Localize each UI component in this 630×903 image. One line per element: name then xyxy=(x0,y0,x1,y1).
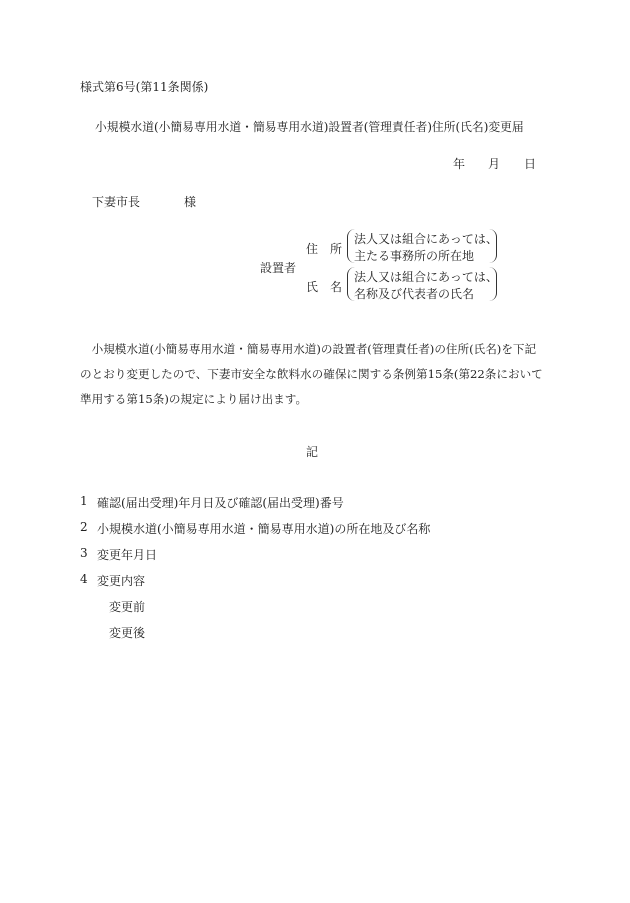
address-note-bracket xyxy=(347,229,497,263)
addressee-name: 下妻市長 xyxy=(92,195,141,209)
body-line-3: 準用する第15条)の規定により届け出ます。 xyxy=(80,392,308,406)
item-number: 4 xyxy=(80,572,88,586)
address-label: 住 所 xyxy=(306,242,343,256)
applicant-label: 設置者 xyxy=(260,261,297,275)
document-title: 小規模水道(小簡易専用水道・簡易専用水道)設置者(管理責任者)住所(氏名)変更届 xyxy=(95,120,524,134)
item-number: 3 xyxy=(80,546,88,560)
name-note-bracket xyxy=(347,267,497,301)
item-number: 2 xyxy=(80,520,88,534)
item-text: 変更内容 xyxy=(97,574,146,588)
date-year: 年 xyxy=(453,157,466,171)
date-month: 月 xyxy=(488,157,501,171)
item-number: 1 xyxy=(80,494,88,508)
item-text: 変更年月日 xyxy=(97,548,158,562)
sub-item-before: 変更前 xyxy=(109,600,146,614)
ki-heading: 記 xyxy=(306,445,319,459)
body-line-2: のとおり変更したので、下妻市安全な飲料水の確保に関する条例第15条(第22条において xyxy=(80,367,543,381)
address-note-line-2: 主たる事務所の所在地 xyxy=(354,249,475,263)
body-line-1: 小規模水道(小簡易専用水道・簡易専用水道)の設置者(管理責任者)の住所(氏名)を下記 xyxy=(80,342,537,356)
addressee-honorific: 様 xyxy=(184,195,197,209)
address-note-line-1: 法人又は組合にあっては、 xyxy=(354,232,498,246)
name-note-line-2: 名称及び代表者の氏名 xyxy=(354,287,475,301)
sub-item-after: 変更後 xyxy=(109,626,146,640)
name-note-line-1: 法人又は組合にあっては、 xyxy=(354,270,498,284)
date-day: 日 xyxy=(524,157,537,171)
item-text: 小規模水道(小簡易専用水道・簡易専用水道)の所在地及び名称 xyxy=(97,522,431,536)
name-label: 氏 名 xyxy=(306,280,343,294)
item-text: 確認(届出受理)年月日及び確認(届出受理)番号 xyxy=(97,496,344,510)
form-number-label: 様式第6号(第11条関係) xyxy=(80,80,209,94)
